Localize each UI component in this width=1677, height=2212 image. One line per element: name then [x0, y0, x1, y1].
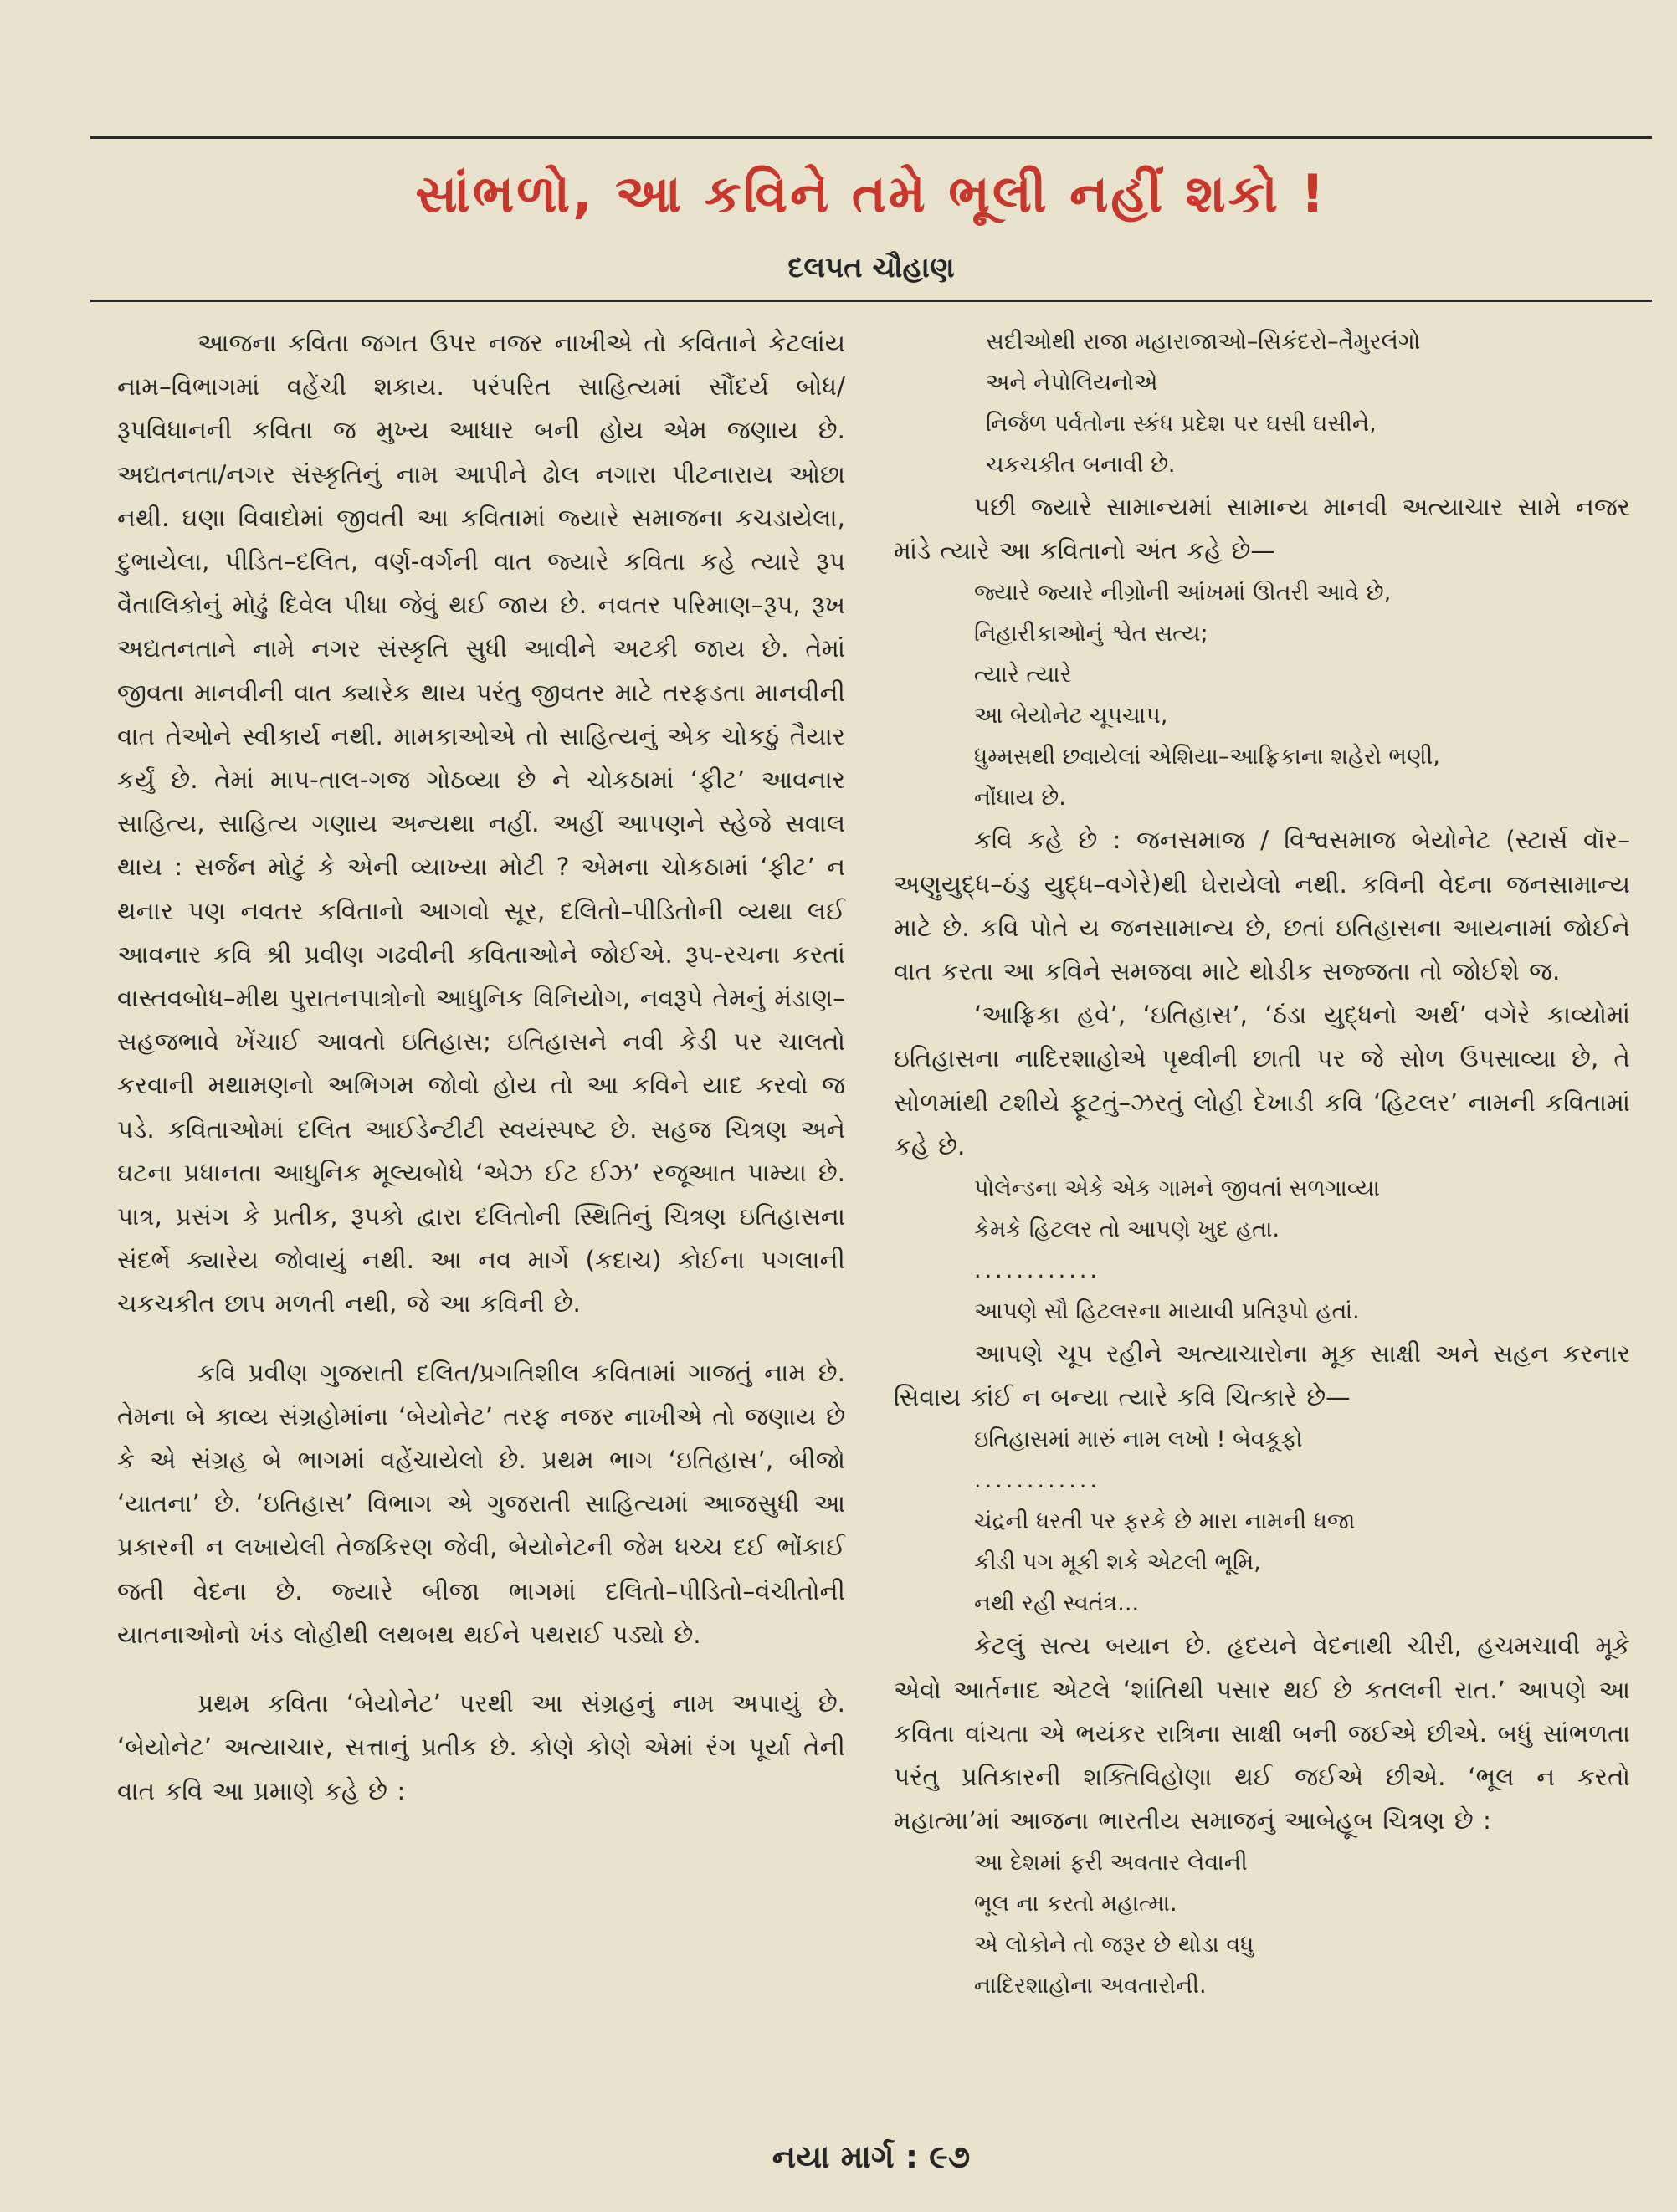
verse-line: જ્યારે જ્યારે નીગ્રોની આંખમાં ઊતરી આવે છે,: [974, 580, 1392, 607]
verse-line: ધુમ્મસથી છવાયેલાં એશિયા–આફ્રિકાના શહેરો ભણી,: [974, 744, 1440, 771]
paragraph: કેટલું સત્ય બયાન છે. હૃદયને વેદનાથી ચીરી, હચમચાવી મૂકે એવો આર્તનાદ એટલે ‘શાંતિથી પસાર થઈ છે કતલની રાત.’ આપણે આ કવિતા વાંચતા એ ભયંકર રાત્રિના સાક્ષી બની જઈએ છીએ. બધું સાંભળતા પરંતુ પ્રતિકારની શક્તિવિહોણા થઈ જઈએ છીએ. ‘ભૂલ ન કરતો મહાત્મા’માં આજના ભારતીય સમાજનું આબેહૂબ ચિત્રણ છે :: [894, 1631, 1630, 1836]
verse-line: આ દેશમાં ફરી અવતાર લેવાની: [974, 1850, 1248, 1877]
verse-line: નિર્જળ પર્વતોના સ્કંધ પ્રદેશ પર ઘસી ઘસીને,: [986, 411, 1377, 437]
page-footer: નયા માર્ગ : ૯૭: [772, 2138, 971, 2175]
article-title: સાંભળો, આ કવિને તમે ભૂલી નહીં શકો !: [415, 163, 1327, 224]
verse-line: નાદિરશાહોના અવતારોની.: [974, 1973, 1207, 2000]
verse-line: ચંદ્રની ધરતી પર ફરકે છે મારા નામની ધજા: [974, 1508, 1356, 1535]
verse-block: [894, 321, 1630, 485]
verse-line: કીડી પગ મૂકી શકે એટલી ભૂમિ,: [974, 1549, 1261, 1576]
header-rule: [90, 300, 1652, 302]
left-column: [117, 321, 845, 1813]
paragraph: આપણે ચૂપ રહીને અત્યાચારોના મૂક સાક્ષી અને સહન કરનાર સિવાય કાંઈ ન બન્યા ત્યારે કવિ ચિત્કારે છે—: [894, 1339, 1630, 1412]
verse-block: [894, 1842, 1630, 2006]
verse-line: નિહારીકાઓનું શ્વેત સત્ય;: [974, 621, 1208, 648]
paragraph: આજના કવિતા જગત ઉપર નજર નાખીએ તો કવિતાને કેટલાંય નામ–વિભાગમાં વહેંચી શકાય. પરંપરિત સાહિત્યમાં સૌંદર્ય બોધ/રૂપવિધાનની કવિતા જ મુખ્ય આધાર બની હોય એમ જણાય છે. અદ્યતનતા/નગર સંસ્કૃતિનું નામ આપીને ઢોલ નગારા પીટનારાય ઓછા નથી. ઘણા વિવાદોમાં જીવતી આ કવિતામાં જ્યારે સમાજના કચડાયેલા, દુભાયેલા, પીડિત–દલિત, વર્ણ-વર્ગની વાત જ્યારે કવિતા કહે ત્યારે રૂપ વૈતાલિકોનું મોઢું દિવેલ પીધા જેવું થઈ જાય છે. નવતર પરિમાણ–રૂપ, રૂખ અદ્યતનતાને નામે નગર સંસ્કૃતિ સુધી આવીને અટકી જાય છે. તેમાં જીવતા માનવીની વાત ક્યારેક થાય પરંતુ જીવતર માટે તરફડતા માનવીની વાત તેઓને સ્વીકાર્ય નથી. મામકાઓએ તો સાહિત્યનું એક ચોકઠું તૈયાર કર્યું છે. તેમાં માપ-તાલ-ગજ ગોઠવ્યા છે ને ચોકઠામાં ‘ફીટ’ આવનાર સાહિત્ય, સાહિત્ય ગણાય અન્યથા નહીં. અહીં આપણને સ્હેજે સવાલ થાય : સર્જન મોટું કે એની વ્યાખ્યા મોટી ? એમના ચોકઠામાં ‘ફીટ’ ન થનાર પણ નવતર કવિતાનો આગવો સૂર, દલિતો–પીડિતોની વ્યથા લઈ આવનાર કવિ શ્રી પ્રવીણ ગઢવીની કવિતાઓને જોઈએ. રૂપ-રચના કરતાં વાસ્તવબોધ–મીથ પુરાતનપાત્રોનો આધુનિક વિનિયોગ, નવરૂપે તેમનું મંડાણ–સહજભાવે ખેંચાઈ આવતો ઇતિહાસ; ઇતિહાસને નવી કેડી પર ચાલતો કરવાની મથામણનો અભિગમ જોવો હોય તો આ કવિને યાદ કરવો જ પડે. કવિતાઓમાં દલિત આઈડેન્ટીટી સ્વયંસ્પષ્ટ છે. સહજ ચિત્રણ અને ઘટના પ્રધાનતા આધુનિક મૂલ્યબોધે ‘એઝ ઈટ ઈઝ’ રજૂઆત પામ્યા છે. પાત્ર, પ્રસંગ કે પ્રતીક, રૂપકો દ્વારા દલિતોની સ્થિતિનું ચિત્રણ ઇતિહાસના સંદર્ભે ક્યારેય જોવાયું નથી. આ નવ માર્ગે (કદાચ) કોઈના પગલાની ચકચકીત છાપ મળતી નથી, જે આ કવિની છે.: [117, 329, 845, 1318]
verse-line: પોલેન્ડના એકે એક ગામને જીવતાં સળગાવ્યા: [974, 1175, 1380, 1202]
verse-line: સદીઓથી રાજા મહારાજાઓ–સિકંદરો–તૈમુરલંગો: [986, 329, 1421, 355]
verse-line: આપણે સૌ હિટલરના માયાવી પ્રતિરૂપો હતાં.: [974, 1298, 1360, 1325]
paragraph: ‘આફ્રિકા હવે’, ‘ઇતિહાસ’, ‘ઠંડા યુદ્ધનો અર્થ’ વગેરે કાવ્યોમાં ઇતિહાસના નાદિરશાહોએ પૃથ્વીની છાતી પર જે સોળ ઉપસાવ્યા છે, તે સોળમાંથી ટશીયે ફૂટતું–ઝરતું લોહી દેખાડી કવિ ‘હિટલર’ નામની કવિતામાં કહે છે.: [894, 1001, 1630, 1160]
verse-line: આ બેયોનેટ ચૂપચાપ,: [974, 703, 1168, 730]
paragraph: કવિ પ્રવીણ ગુજરાતી દલિત/પ્રગતિશીલ કવિતામાં ગાજતું નામ છે. તેમના બે કાવ્ય સંગ્રહોમાંના ‘બેયોનેટ’ તરફ નજર નાખીએ તો જણાય છે કે એ સંગ્રહ બે ભાગમાં વહેંચાયેલો છે. પ્રથમ ભાગ ‘ઇતિહાસ’, બીજો ‘યાતના’ છે. ‘ઇતિહાસ’ વિભાગ એ ગુજરાતી સાહિત્યમાં આજસુધી આ પ્રકારની ન લખાયેલી તેજકિરણ જેવી, બેયોનેટની જેમ ધચ્ચ દઈ ભોંકાઈ જતી વેદના છે. જ્યારે બીજા ભાગમાં દલિતો–પીડિતો–વંચીતોની યાતનાઓનો ખંડ લોહીથી લથબથ થઈને પથરાઈ પડ્યો છે.: [117, 1358, 845, 1649]
verse-line: ત્યારે ત્યારે: [974, 662, 1072, 689]
verse-block: [894, 1419, 1630, 1624]
verse-block: [894, 1168, 1630, 1332]
verse-line: કેમકે હિટલર તો આપણે ખુદ હતા.: [974, 1216, 1280, 1243]
right-column: [894, 321, 1630, 2006]
ellipsis-separator: ............: [974, 1257, 1100, 1284]
paragraph: પ્રથમ કવિતા ‘બેયોનેટ’ પરથી આ સંગ્રહનું નામ અપાયું છે. ‘બેયોનેટ’ અત્યાચાર, સત્તાનું પ્રતીક છે. કોણે કોણે એમાં રંગ પૂર્યા તેની વાત કવિ આ પ્રમાણે કહે છે :: [117, 1689, 845, 1805]
verse-line: નોંધાય છે.: [974, 785, 1066, 812]
verse-line: એ લોકોને તો જરૂર છે થોડા વધુ: [974, 1932, 1254, 1959]
verse-line: નથી રહી સ્વતંત્ર...: [974, 1590, 1140, 1617]
paragraph: પછી જ્યારે સામાન્યમાં સામાન્ય માનવી અત્યાચાર સામે નજર માંડે ત્યારે આ કવિતાનો અંત કહે છે—: [894, 493, 1630, 566]
top-rule: [90, 136, 1652, 139]
verse-block: [894, 572, 1630, 818]
verse-line: ઇતિહાસમાં મારું નામ લખો ! બેવકૂફો: [974, 1426, 1303, 1453]
verse-line: ભૂલ ના કરતો મહાત્મા.: [974, 1891, 1177, 1918]
verse-line: અને નેપોલિયનોએ: [986, 370, 1158, 396]
paragraph: કવિ કહે છે : જનસમાજ / વિશ્વસમાજ બેયોનેટ (સ્ટાર્સ વૉર–અણુયુદ્ધ–ઠંડુ યુદ્ધ–વગેરે)થી ઘેરાયેલો નથી. કવિની વેદના જનસામાન્ય માટે છે. કવિ પોતે ય જનસામાન્ય છે, છતાં ઇતિહાસના આયનામાં જોઈને વાત કરતા આ કવિને સમજવા માટે થોડીક સજ્જતા તો જોઈશે જ.: [894, 826, 1630, 986]
article-author: દલપત ચૌહાણ: [787, 251, 955, 284]
ellipsis-separator: ............: [974, 1467, 1100, 1494]
verse-line: ચકચકીત બનાવી છે.: [986, 452, 1176, 478]
